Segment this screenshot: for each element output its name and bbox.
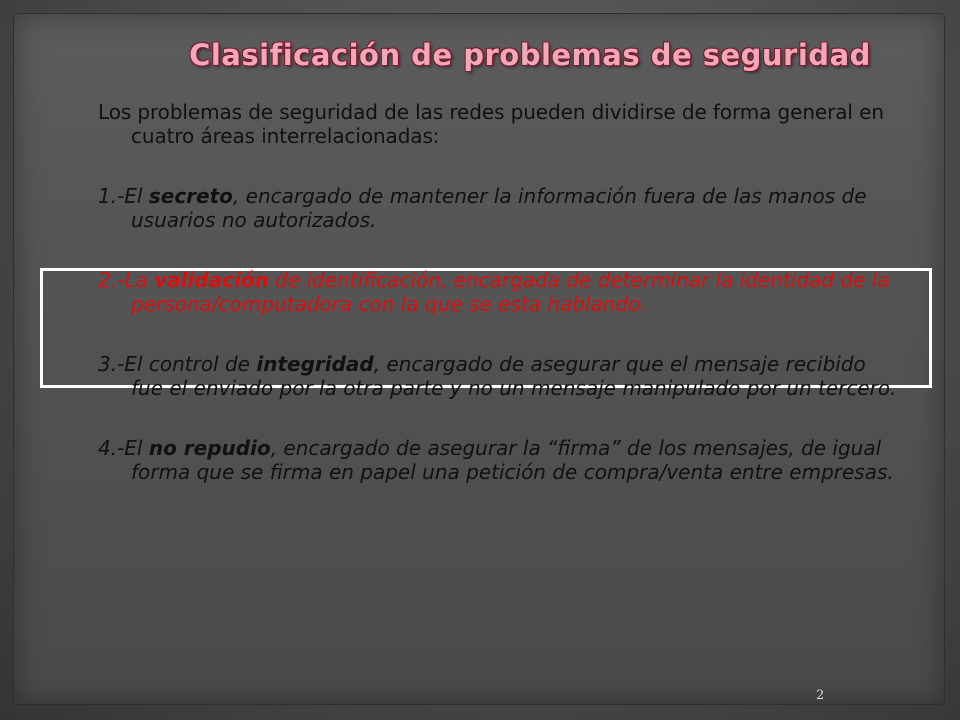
slide-number: 2 xyxy=(816,688,825,703)
item-no-repudio xyxy=(98,436,898,484)
item-text: de identificación, encargada de determinar la identidad de la persona/computadora con la que se esta hablando. xyxy=(131,268,890,316)
item-text: , encargado de asegurar la “firma” de los mensajes, de igual forma que se firma en papel una petición de compra/venta entre empresas. xyxy=(131,436,894,484)
intro-paragraph: Los problemas de seguridad de las redes pueden dividirse de forma general en cuatro áreas interrelacionadas: xyxy=(98,100,884,148)
item-keyword: validación xyxy=(154,268,269,292)
item-keyword: integridad xyxy=(256,352,374,376)
item-keyword: secreto xyxy=(148,184,233,208)
item-text: , encargado de mantener la información fuera de las manos de usuarios no autorizados. xyxy=(131,184,867,232)
item-validacion xyxy=(98,268,898,316)
item-text: , encargado de asegurar que el mensaje recibido fue el enviado por la otra parte y no un mensaje manipulado por un tercero. xyxy=(131,352,897,400)
slide-body xyxy=(98,100,898,484)
item-prefix: 2.-La xyxy=(98,268,155,292)
slide-title: Clasificación de problemas de seguridad xyxy=(189,38,871,72)
item-integridad xyxy=(98,352,898,400)
item-prefix: 4.-El xyxy=(98,436,149,460)
item-prefix: 1.-El xyxy=(98,184,149,208)
item-prefix: 3.-El control de xyxy=(98,352,257,376)
item-keyword: no repudio xyxy=(148,436,271,460)
item-secreto xyxy=(98,184,898,232)
